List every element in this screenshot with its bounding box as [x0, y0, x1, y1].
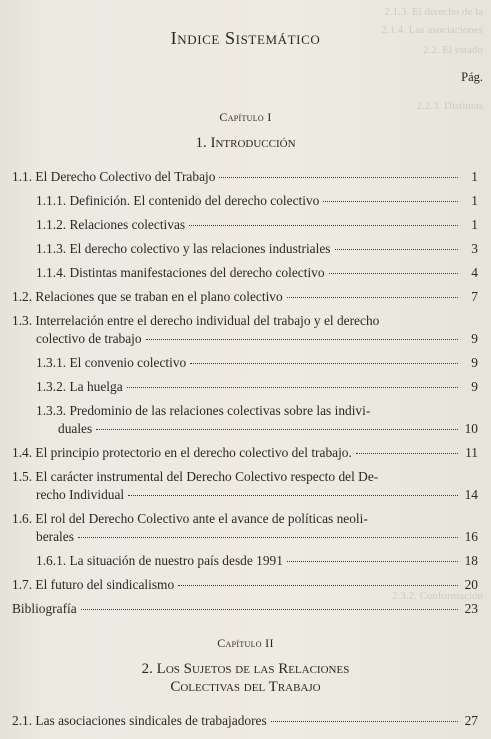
toc-entry-page: 9: [471, 379, 478, 394]
chapter-title-line2: Colectivas del Trabajo: [170, 679, 321, 695]
page-column-label: Pág.: [461, 70, 483, 84]
toc-entry[interactable]: [12, 712, 478, 730]
toc-entry-page: 9: [471, 355, 478, 370]
toc-entry[interactable]: [36, 192, 478, 210]
toc-entry-title: 1.3.1. El convenio colectivo: [36, 355, 187, 370]
toc-entry[interactable]: [36, 354, 478, 372]
toc-entry-page: 18: [464, 553, 478, 568]
toc-entry-title: 1.1.4. Distintas manifestaciones del derecho colectivo: [36, 265, 325, 280]
toc-entry-page: 1: [471, 217, 478, 232]
leader-dots: [219, 177, 458, 178]
toc-entry-title: 1.2. Relaciones que se traban en el plano colectivo: [12, 289, 283, 304]
toc-entry[interactable]: [12, 444, 478, 462]
toc-entry[interactable]: [36, 528, 478, 546]
bleed-through-text: 2.2.3. Distintas: [416, 100, 483, 112]
leader-dots: [287, 297, 458, 298]
page-title: Indice Sistemático: [170, 28, 321, 48]
leader-dots: [81, 609, 458, 610]
toc-entry-page: 3: [471, 241, 478, 256]
toc-entry-page: 7: [471, 289, 478, 304]
toc-entry-page: 1: [471, 169, 478, 184]
toc-entry[interactable]: [36, 552, 478, 570]
toc-entry-title: colectivo de trabajo: [36, 331, 142, 346]
toc-entry-title-line1[interactable]: 1.6. El rol del Derecho Colectivo ante el avance de políticas neoli-: [12, 511, 368, 526]
leader-dots: [329, 273, 458, 274]
bleed-through-text: 2.1.4. Las asociaciones: [381, 24, 483, 36]
toc-entry-title: 1.3.2. La huelga: [36, 379, 123, 394]
leader-dots: [356, 453, 458, 454]
toc-entry[interactable]: [36, 240, 478, 258]
bleed-through-text: 2.3.2. Conformación: [391, 590, 483, 602]
toc-entry-page: 11: [465, 445, 478, 460]
toc-entry-title: Bibliografía: [12, 601, 77, 616]
leader-dots: [146, 339, 458, 340]
toc-entry-title-line1[interactable]: 1.3. Interrelación entre el derecho individual del trabajo y el derecho: [12, 313, 380, 328]
leader-dots: [96, 429, 458, 430]
toc-entry-title: berales: [36, 529, 74, 544]
toc-entry[interactable]: [36, 216, 478, 234]
toc-entry-title: 1.1.2. Relaciones colectivas: [36, 217, 186, 232]
toc-entry-title: recho Individual: [36, 487, 125, 502]
toc-entry-title: duales: [58, 421, 93, 436]
toc-entry-page: 9: [471, 331, 478, 346]
toc-entry-page: 4: [471, 265, 478, 280]
toc-entry[interactable]: [36, 330, 478, 348]
leader-dots: [323, 201, 458, 202]
toc-entry-title: 1.1.3. El derecho colectivo y las relaciones industriales: [36, 241, 331, 256]
leader-dots: [287, 561, 458, 562]
toc-entry[interactable]: [36, 264, 478, 282]
leader-dots: [271, 721, 458, 722]
leader-dots: [78, 537, 458, 538]
toc-entry[interactable]: [12, 168, 478, 186]
toc-entry-title: 2.1. Las asociaciones sindicales de trabajadores: [12, 713, 267, 728]
toc-entry-title: 1.7. El futuro del sindicalismo: [12, 577, 175, 592]
leader-dots: [190, 363, 458, 364]
toc-entry-page: 27: [464, 713, 478, 728]
toc-entry-title-line1[interactable]: 1.3.3. Predominio de las relaciones colectivas sobre las indivi-: [36, 403, 371, 418]
toc-entry-title: 1.6.1. La situación de nuestro país desde 1991: [36, 553, 283, 568]
toc-entry-page: 16: [464, 529, 478, 544]
toc-entry[interactable]: [36, 378, 478, 396]
toc-entry[interactable]: [58, 420, 478, 438]
chapter-title: 1. Introducción: [195, 135, 296, 151]
bleed-through-text: 2.1.3. El derecho de la: [384, 6, 483, 18]
toc-entry-page: 20: [464, 577, 478, 592]
chapter-title-line1: 2. Los Sujetos de las Relaciones: [141, 661, 350, 677]
leader-dots: [189, 225, 458, 226]
toc-entry[interactable]: [12, 576, 478, 594]
toc-entry[interactable]: [12, 288, 478, 306]
leader-dots: [128, 495, 458, 496]
toc-entry-page: 14: [464, 487, 478, 502]
toc-entry-title: 1.4. El principio protectorio en el derecho colectivo del trabajo.: [12, 445, 352, 460]
toc-entry-title-line1[interactable]: 1.5. El carácter instrumental del Derecho Colectivo respecto del De-: [12, 469, 379, 484]
leader-dots: [335, 249, 459, 250]
toc-entry[interactable]: [36, 486, 478, 504]
leader-dots: [178, 585, 458, 586]
bleed-through-text: 2.2. El estado: [423, 44, 483, 56]
chapter-label: Capítulo I: [219, 110, 272, 124]
leader-dots: [127, 387, 458, 388]
toc-entry-page: 23: [464, 601, 478, 616]
toc-entry[interactable]: [12, 600, 478, 618]
toc-entry-page: 10: [464, 421, 478, 436]
toc-entry-title: 1.1. El Derecho Colectivo del Trabajo: [12, 169, 216, 184]
chapter-label: Capítulo II: [217, 636, 274, 650]
toc-entry-title: 1.1.1. Definición. El contenido del derecho colectivo: [36, 193, 320, 208]
toc-entry-page: 1: [471, 193, 478, 208]
